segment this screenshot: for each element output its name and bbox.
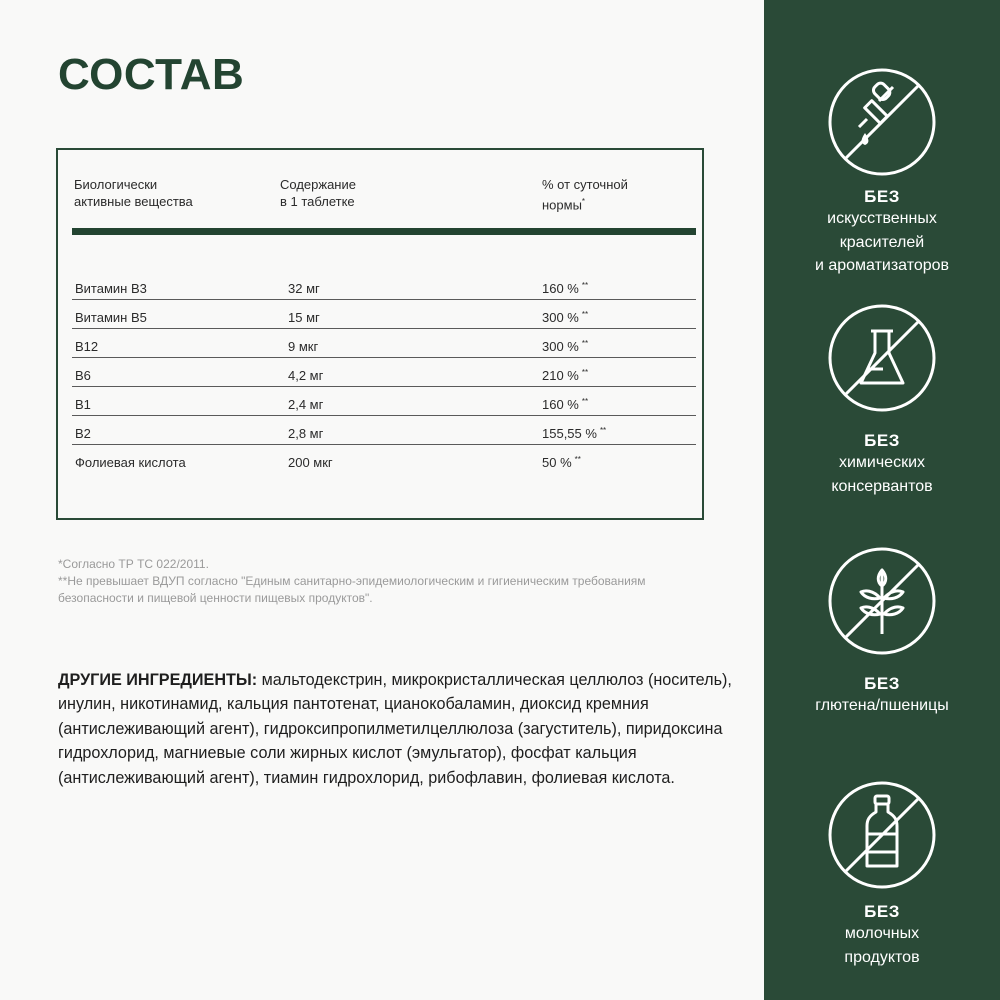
row-name: Витамин B5 (75, 310, 147, 325)
row-percent: 300 % ** (542, 310, 589, 325)
header-content: Содержание в 1 таблетке (280, 177, 356, 209)
row-amount: 200 мкг (288, 455, 333, 470)
row-name: B12 (75, 339, 99, 354)
badge-no-colorants (764, 67, 1000, 278)
row-percent: 160 % ** (542, 281, 589, 296)
row-percent: 50 % ** (542, 455, 581, 470)
badge-bez: БЕЗ (864, 187, 900, 206)
badge-line: консервантов (831, 477, 933, 495)
table-row (72, 357, 696, 387)
table-row (72, 415, 696, 445)
composition-table (56, 148, 704, 520)
badge-line: глютена/пшеницы (815, 697, 949, 714)
badge-line: химических (838, 454, 926, 471)
footnotes (58, 556, 738, 607)
row-percent: 155,55 % ** (542, 426, 607, 441)
no-dropper-icon (827, 67, 937, 177)
row-name: B1 (75, 397, 91, 412)
row-percent: 160 % ** (542, 397, 589, 412)
table-row (72, 299, 696, 329)
header-divider (72, 228, 696, 235)
no-flask-icon (827, 303, 937, 413)
row-amount: 2,8 мг (288, 426, 324, 441)
footnote: **Не превышает ВДУП согласно "Единым санитарно-эпидемиологическим и гигиеническим требованиям (58, 574, 646, 588)
no-milk-icon (827, 780, 937, 890)
ingredients-text: мальтодекстрин, микрокристаллическая целлюлоз (носитель), инулин, никотинамид, кальция пантотенат, цианокобаламин, диоксид кремния (антислеживающий агент), гидроксипропилметилцеллюлоза (загуститель), пиридоксина гидрохлорид, магниевые соли жирных кислот (эмульгатор), фосфат кальция (антислеживающий агент), тиамин гидрохлорид, рибофлавин, фолиевая кислота. (58, 671, 732, 787)
badge-line: красителей (839, 233, 925, 251)
header-substance: Биологически активные вещества (74, 177, 193, 209)
badge-line: продуктов (844, 948, 920, 966)
badge-no-preservatives (764, 303, 1000, 498)
badge-no-dairy (764, 780, 1000, 969)
badge-bez: БЕЗ (864, 431, 900, 450)
row-amount: 2,4 мг (288, 397, 324, 412)
row-name: B2 (75, 426, 91, 441)
ingredients-label: ДРУГИЕ ИНГРЕДИЕНТЫ: (58, 671, 258, 689)
row-percent: 300 % ** (542, 339, 589, 354)
row-amount: 9 мкг (288, 339, 319, 354)
no-wheat-icon (827, 546, 937, 656)
footnote: безопасности и пищевой ценности пищевых продуктов". (58, 591, 373, 605)
row-name: Фолиевая кислота (75, 455, 186, 470)
row-amount: 15 мг (288, 310, 320, 325)
row-percent: 210 % ** (542, 368, 589, 383)
header-daily: % от суточной нормы* (542, 177, 628, 213)
row-name: B6 (75, 368, 91, 383)
table-row (72, 386, 696, 416)
badge-line: молочных (844, 925, 920, 942)
badge-no-gluten (764, 546, 1000, 718)
badge-line: и ароматизаторов (814, 257, 950, 274)
row-name: Витамин B3 (75, 281, 147, 296)
page-title: СОСТАВ (58, 50, 245, 99)
badge-bez: БЕЗ (864, 674, 900, 693)
row-amount: 4,2 мг (288, 368, 324, 383)
table-row (72, 328, 696, 358)
table-row (72, 270, 696, 300)
badge-line: искусственных (827, 210, 937, 227)
table-row (72, 444, 696, 473)
footnote: *Согласно ТР ТС 022/2011. (58, 557, 209, 571)
row-amount: 32 мг (288, 281, 320, 296)
badge-bez: БЕЗ (864, 902, 900, 921)
other-ingredients (58, 668, 738, 790)
